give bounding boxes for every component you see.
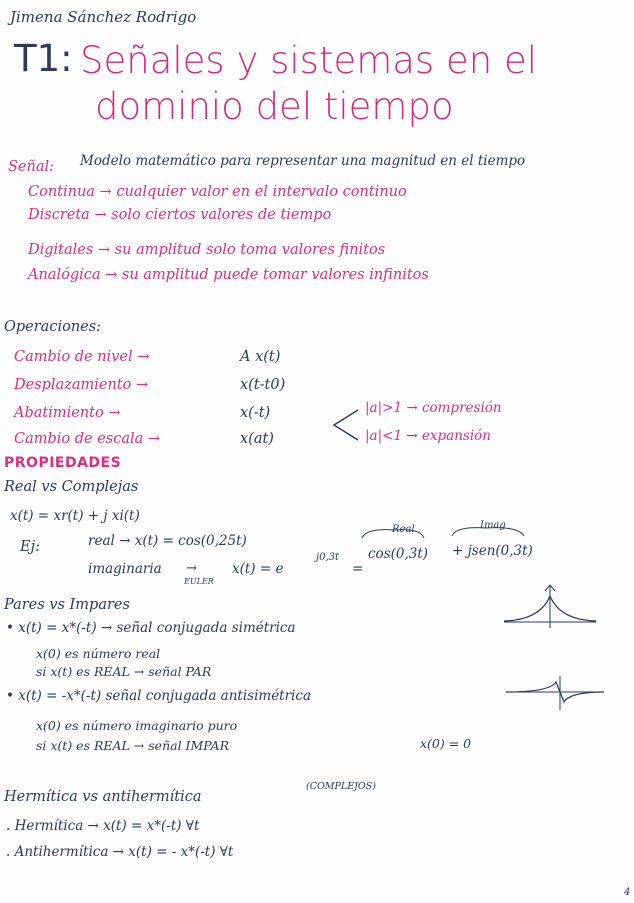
imag-part-label: Imag	[480, 520, 506, 531]
real-part-label: Real	[392, 524, 415, 535]
operation-expr: x(-t)	[240, 405, 271, 421]
operation-name: Desplazamiento →	[14, 377, 149, 393]
operation-name: Cambio de nivel →	[14, 349, 150, 365]
even-note: x(0) es número real	[36, 646, 161, 661]
operations-heading: Operaciones:	[4, 319, 102, 335]
hermitian-definition: . Hermítica → x(t) = x*(-t) ∀t	[6, 818, 200, 834]
type-item: Continua → cualquier valor en el intervalo continuo	[28, 184, 407, 200]
topic-number: T1:	[14, 37, 73, 80]
equals-sign: =	[352, 561, 364, 577]
antihermitian-definition: . Antihermítica → x(t) = - x*(-t) ∀t	[6, 844, 234, 860]
definition-text: Modelo matemático para representar una magnitud en el tiempo	[80, 153, 526, 169]
real-vs-complex-heading: Real vs Complejas	[4, 479, 139, 495]
odd-definition: • x(t) = -x*(-t) señal conjugada antisimétrica	[6, 688, 311, 704]
operation-expr: A x(t)	[240, 349, 281, 365]
page-title-line2: dominio del tiempo	[95, 85, 454, 128]
odd-note: x(0) es número imaginario puro	[36, 718, 238, 733]
imaginary-label: imaginaria	[88, 561, 162, 577]
odd-signal-sketch	[500, 672, 610, 712]
author-name: Jimena Sánchez Rodrigo	[10, 8, 197, 26]
even-definition: • x(t) = x*(-t) → señal conjugada simétrica	[6, 620, 296, 636]
imag-part: + jsen(0,3t)	[452, 543, 533, 559]
type-item: Digitales → su amplitud solo toma valores finitos	[28, 242, 386, 258]
complex-formula: x(t) = xr(t) + j xi(t)	[10, 508, 140, 524]
even-note: si x(t) es REAL → señal PAR	[36, 664, 212, 679]
odd-note: si x(t) es REAL → señal IMPAR	[36, 738, 229, 753]
scale-case-compression: |a|>1 → compresión	[365, 400, 502, 416]
odd-note-zero: x(0) = 0	[420, 736, 472, 751]
hermitian-heading: Hermítica vs antihermítica	[4, 789, 202, 805]
real-part: cos(0,3t)	[368, 546, 429, 562]
arrow-icon: →	[186, 561, 197, 576]
euler-label: EULER	[184, 577, 214, 586]
type-item: Analógica → su amplitud puede tomar valores infinitos	[28, 267, 429, 283]
properties-heading: PROPIEDADES	[4, 455, 122, 471]
exponent: j0,3t	[316, 552, 340, 563]
imaginary-expr: x(t) = e	[232, 561, 284, 577]
brace-icon	[360, 522, 560, 542]
page-number: 4	[624, 887, 631, 898]
bracket-icon	[330, 408, 360, 442]
type-item: Discreta → solo ciertos valores de tiempo	[28, 207, 332, 223]
real-example: real → x(t) = cos(0,25t)	[88, 533, 247, 549]
operation-name: Abatimiento →	[14, 405, 121, 421]
even-odd-heading: Pares vs Impares	[4, 597, 130, 613]
operation-expr: x(at)	[240, 431, 274, 447]
operation-name: Cambio de escala →	[14, 431, 161, 447]
complex-tag: (COMPLEJOS)	[306, 781, 376, 792]
operation-expr: x(t-t0)	[240, 377, 286, 393]
page-title-line1: Señales y sistemas en el	[80, 39, 537, 82]
scale-case-expansion: |a|<1 → expansión	[365, 428, 491, 444]
even-signal-sketch	[500, 582, 600, 632]
definition-term: Señal:	[8, 159, 55, 175]
example-label: Ej:	[20, 539, 40, 555]
